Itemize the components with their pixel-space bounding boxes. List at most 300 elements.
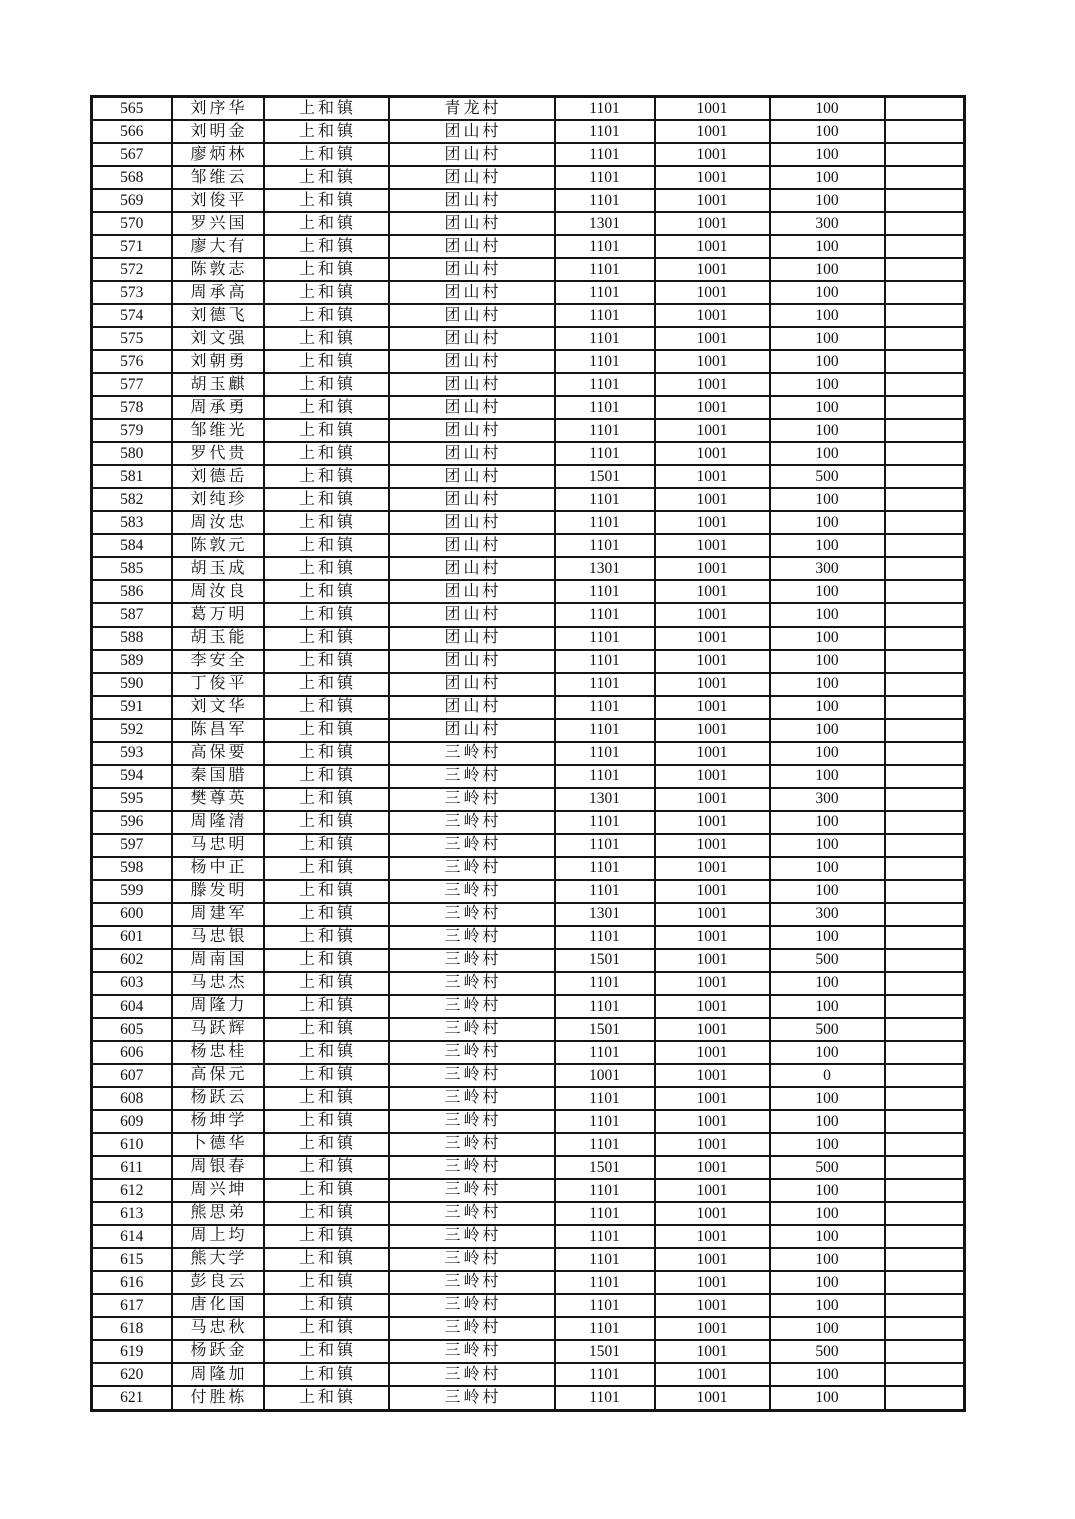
- table-row: [92, 834, 965, 857]
- cell-village: 三岭村: [389, 1041, 555, 1064]
- cell-name: 刘朝勇: [172, 350, 264, 373]
- cell-name: 刘德飞: [172, 304, 264, 327]
- cell-note: [885, 603, 965, 626]
- cell-amount: 100: [770, 603, 885, 626]
- table-row: [92, 1087, 965, 1110]
- cell-name: 周南国: [172, 949, 264, 972]
- cell-village: 团山村: [389, 281, 555, 304]
- cell-seq: 586: [92, 580, 172, 603]
- cell-code1: 1101: [555, 1133, 655, 1156]
- cell-town: 上和镇: [264, 1087, 389, 1110]
- cell-code1: 1101: [555, 834, 655, 857]
- table-row: [92, 995, 965, 1018]
- cell-town: 上和镇: [264, 304, 389, 327]
- cell-seq: 602: [92, 949, 172, 972]
- cell-note: [885, 696, 965, 719]
- cell-seq: 584: [92, 534, 172, 557]
- cell-note: [885, 235, 965, 258]
- cell-town: 上和镇: [264, 235, 389, 258]
- table-row: [92, 1110, 965, 1133]
- cell-code1: 1101: [555, 765, 655, 788]
- cell-village: 三岭村: [389, 1363, 555, 1386]
- cell-code2: 1001: [655, 880, 770, 903]
- cell-code2: 1001: [655, 465, 770, 488]
- table-row: [92, 212, 965, 235]
- table-row: [92, 166, 965, 189]
- cell-note: [885, 1018, 965, 1041]
- cell-code2: 1001: [655, 949, 770, 972]
- cell-seq: 583: [92, 511, 172, 534]
- cell-name: 陈敦志: [172, 258, 264, 281]
- cell-village: 三岭村: [389, 765, 555, 788]
- cell-village: 团山村: [389, 304, 555, 327]
- table-row: [92, 580, 965, 603]
- cell-seq: 615: [92, 1248, 172, 1271]
- cell-code1: 1301: [555, 903, 655, 926]
- cell-seq: 585: [92, 557, 172, 580]
- cell-village: 三岭村: [389, 903, 555, 926]
- cell-code2: 1001: [655, 1064, 770, 1087]
- cell-village: 三岭村: [389, 788, 555, 811]
- table-row: [92, 1225, 965, 1248]
- cell-code1: 1501: [555, 1018, 655, 1041]
- cell-amount: 100: [770, 396, 885, 419]
- cell-village: 团山村: [389, 258, 555, 281]
- cell-code1: 1101: [555, 857, 655, 880]
- cell-name: 杨中正: [172, 857, 264, 880]
- cell-seq: 605: [92, 1018, 172, 1041]
- cell-seq: 579: [92, 419, 172, 442]
- cell-amount: 100: [770, 373, 885, 396]
- table-row: [92, 650, 965, 673]
- table-row: [92, 281, 965, 304]
- cell-town: 上和镇: [264, 281, 389, 304]
- cell-amount: 100: [770, 1317, 885, 1340]
- cell-amount: 100: [770, 488, 885, 511]
- table-row: [92, 1271, 965, 1294]
- cell-town: 上和镇: [264, 926, 389, 949]
- cell-town: 上和镇: [264, 557, 389, 580]
- cell-note: [885, 1248, 965, 1271]
- cell-amount: 0: [770, 1064, 885, 1087]
- cell-seq: 593: [92, 742, 172, 765]
- cell-note: [885, 742, 965, 765]
- cell-name: 周汝忠: [172, 511, 264, 534]
- cell-village: 青龙村: [389, 97, 555, 121]
- cell-name: 周上均: [172, 1225, 264, 1248]
- cell-town: 上和镇: [264, 419, 389, 442]
- cell-village: 团山村: [389, 396, 555, 419]
- table-row: [92, 465, 965, 488]
- cell-name: 刘序华: [172, 97, 264, 121]
- cell-code1: 1101: [555, 166, 655, 189]
- cell-seq: 599: [92, 880, 172, 903]
- cell-note: [885, 627, 965, 650]
- cell-code2: 1001: [655, 834, 770, 857]
- table-row: [92, 903, 965, 926]
- cell-code2: 1001: [655, 972, 770, 995]
- cell-code1: 1101: [555, 281, 655, 304]
- cell-code2: 1001: [655, 650, 770, 673]
- cell-note: [885, 419, 965, 442]
- cell-amount: 100: [770, 304, 885, 327]
- cell-seq: 581: [92, 465, 172, 488]
- cell-code2: 1001: [655, 627, 770, 650]
- cell-seq: 595: [92, 788, 172, 811]
- cell-note: [885, 442, 965, 465]
- cell-note: [885, 143, 965, 166]
- cell-code2: 1001: [655, 534, 770, 557]
- cell-amount: 100: [770, 419, 885, 442]
- cell-code2: 1001: [655, 1133, 770, 1156]
- table-row: [92, 396, 965, 419]
- cell-seq: 618: [92, 1317, 172, 1340]
- cell-seq: 611: [92, 1156, 172, 1179]
- cell-amount: 100: [770, 1110, 885, 1133]
- cell-village: 团山村: [389, 235, 555, 258]
- cell-name: 周隆清: [172, 811, 264, 834]
- table-row: [92, 189, 965, 212]
- cell-amount: 300: [770, 788, 885, 811]
- cell-seq: 570: [92, 212, 172, 235]
- cell-code2: 1001: [655, 304, 770, 327]
- cell-code2: 1001: [655, 166, 770, 189]
- cell-village: 三岭村: [389, 1248, 555, 1271]
- table-row: [92, 442, 965, 465]
- cell-code1: 1101: [555, 719, 655, 742]
- table-row: [92, 419, 965, 442]
- cell-code2: 1001: [655, 1248, 770, 1271]
- cell-town: 上和镇: [264, 1225, 389, 1248]
- cell-seq: 612: [92, 1179, 172, 1202]
- cell-name: 葛万明: [172, 603, 264, 626]
- cell-village: 团山村: [389, 373, 555, 396]
- cell-village: 三岭村: [389, 995, 555, 1018]
- cell-amount: 100: [770, 719, 885, 742]
- cell-code1: 1101: [555, 650, 655, 673]
- cell-amount: 100: [770, 1179, 885, 1202]
- table-row: [92, 1386, 965, 1410]
- cell-code1: 1101: [555, 1225, 655, 1248]
- cell-code1: 1501: [555, 1156, 655, 1179]
- table-row: [92, 97, 965, 121]
- cell-town: 上和镇: [264, 1202, 389, 1225]
- cell-code1: 1101: [555, 189, 655, 212]
- cell-town: 上和镇: [264, 189, 389, 212]
- table-row: [92, 696, 965, 719]
- cell-amount: 100: [770, 857, 885, 880]
- cell-code1: 1101: [555, 1041, 655, 1064]
- cell-seq: 588: [92, 627, 172, 650]
- cell-code1: 1101: [555, 627, 655, 650]
- cell-note: [885, 1340, 965, 1363]
- table-row: [92, 627, 965, 650]
- cell-seq: 609: [92, 1110, 172, 1133]
- cell-note: [885, 1156, 965, 1179]
- table-row: [92, 1363, 965, 1386]
- cell-code1: 1501: [555, 465, 655, 488]
- cell-amount: 100: [770, 511, 885, 534]
- cell-code2: 1001: [655, 1271, 770, 1294]
- cell-village: 三岭村: [389, 972, 555, 995]
- cell-code1: 1501: [555, 949, 655, 972]
- cell-seq: 580: [92, 442, 172, 465]
- cell-code2: 1001: [655, 511, 770, 534]
- cell-village: 团山村: [389, 673, 555, 696]
- cell-town: 上和镇: [264, 350, 389, 373]
- cell-amount: 100: [770, 1225, 885, 1248]
- cell-code2: 1001: [655, 235, 770, 258]
- cell-code2: 1001: [655, 327, 770, 350]
- cell-code2: 1001: [655, 396, 770, 419]
- cell-amount: 100: [770, 442, 885, 465]
- cell-code1: 1101: [555, 811, 655, 834]
- cell-name: 陈昌军: [172, 719, 264, 742]
- table-row: [92, 1294, 965, 1317]
- cell-name: 马忠杰: [172, 972, 264, 995]
- cell-town: 上和镇: [264, 995, 389, 1018]
- cell-name: 唐化国: [172, 1294, 264, 1317]
- cell-village: 团山村: [389, 650, 555, 673]
- cell-seq: 601: [92, 926, 172, 949]
- cell-code1: 1101: [555, 1110, 655, 1133]
- cell-village: 三岭村: [389, 811, 555, 834]
- cell-code1: 1301: [555, 788, 655, 811]
- cell-village: 团山村: [389, 212, 555, 235]
- cell-amount: 100: [770, 627, 885, 650]
- cell-amount: 300: [770, 903, 885, 926]
- cell-village: 团山村: [389, 534, 555, 557]
- cell-code2: 1001: [655, 1294, 770, 1317]
- cell-note: [885, 304, 965, 327]
- cell-amount: 100: [770, 995, 885, 1018]
- table-row: [92, 811, 965, 834]
- cell-village: 三岭村: [389, 1340, 555, 1363]
- cell-note: [885, 834, 965, 857]
- cell-seq: 567: [92, 143, 172, 166]
- cell-amount: 100: [770, 1363, 885, 1386]
- cell-amount: 100: [770, 327, 885, 350]
- cell-code2: 1001: [655, 1340, 770, 1363]
- cell-amount: 100: [770, 696, 885, 719]
- cell-town: 上和镇: [264, 442, 389, 465]
- cell-amount: 300: [770, 557, 885, 580]
- cell-village: 三岭村: [389, 949, 555, 972]
- cell-code1: 1101: [555, 235, 655, 258]
- table-row: [92, 557, 965, 580]
- cell-town: 上和镇: [264, 1317, 389, 1340]
- cell-town: 上和镇: [264, 258, 389, 281]
- cell-name: 马忠明: [172, 834, 264, 857]
- cell-name: 熊思弟: [172, 1202, 264, 1225]
- table-row: [92, 673, 965, 696]
- roster-table: [90, 95, 966, 1412]
- cell-town: 上和镇: [264, 627, 389, 650]
- cell-code2: 1001: [655, 1179, 770, 1202]
- cell-name: 杨坤学: [172, 1110, 264, 1133]
- cell-code1: 1101: [555, 396, 655, 419]
- cell-note: [885, 327, 965, 350]
- cell-code2: 1001: [655, 557, 770, 580]
- cell-code2: 1001: [655, 281, 770, 304]
- cell-seq: 569: [92, 189, 172, 212]
- cell-village: 团山村: [389, 465, 555, 488]
- cell-code2: 1001: [655, 1317, 770, 1340]
- cell-seq: 594: [92, 765, 172, 788]
- table-row: [92, 765, 965, 788]
- cell-code1: 1101: [555, 534, 655, 557]
- cell-amount: 100: [770, 97, 885, 121]
- cell-amount: 100: [770, 580, 885, 603]
- cell-village: 三岭村: [389, 1156, 555, 1179]
- cell-code1: 1101: [555, 1248, 655, 1271]
- cell-town: 上和镇: [264, 1179, 389, 1202]
- cell-seq: 597: [92, 834, 172, 857]
- cell-note: [885, 1294, 965, 1317]
- cell-note: [885, 719, 965, 742]
- cell-amount: 500: [770, 949, 885, 972]
- table-row: [92, 972, 965, 995]
- cell-name: 邹维云: [172, 166, 264, 189]
- cell-code2: 1001: [655, 1018, 770, 1041]
- cell-name: 马忠秋: [172, 1317, 264, 1340]
- cell-note: [885, 1225, 965, 1248]
- cell-code1: 1101: [555, 511, 655, 534]
- cell-code2: 1001: [655, 719, 770, 742]
- cell-town: 上和镇: [264, 166, 389, 189]
- cell-code1: 1101: [555, 926, 655, 949]
- cell-amount: 500: [770, 1156, 885, 1179]
- cell-code1: 1101: [555, 580, 655, 603]
- cell-code1: 1101: [555, 1363, 655, 1386]
- cell-seq: 576: [92, 350, 172, 373]
- cell-note: [885, 281, 965, 304]
- cell-village: 三岭村: [389, 834, 555, 857]
- cell-code2: 1001: [655, 419, 770, 442]
- cell-note: [885, 765, 965, 788]
- cell-amount: 100: [770, 143, 885, 166]
- cell-seq: 578: [92, 396, 172, 419]
- cell-name: 刘德岳: [172, 465, 264, 488]
- cell-name: 杨忠桂: [172, 1041, 264, 1064]
- cell-note: [885, 350, 965, 373]
- cell-name: 周兴坤: [172, 1179, 264, 1202]
- cell-code2: 1001: [655, 1225, 770, 1248]
- cell-seq: 616: [92, 1271, 172, 1294]
- cell-name: 邹维光: [172, 419, 264, 442]
- cell-note: [885, 788, 965, 811]
- cell-seq: 591: [92, 696, 172, 719]
- cell-amount: 100: [770, 811, 885, 834]
- cell-amount: 100: [770, 1133, 885, 1156]
- cell-code1: 1101: [555, 120, 655, 143]
- table-row: [92, 1248, 965, 1271]
- cell-village: 团山村: [389, 189, 555, 212]
- cell-amount: 100: [770, 1087, 885, 1110]
- cell-code1: 1101: [555, 1317, 655, 1340]
- cell-code2: 1001: [655, 1110, 770, 1133]
- cell-town: 上和镇: [264, 327, 389, 350]
- cell-name: 刘文强: [172, 327, 264, 350]
- table-row: [92, 1317, 965, 1340]
- cell-amount: 100: [770, 926, 885, 949]
- cell-code2: 1001: [655, 373, 770, 396]
- cell-village: 团山村: [389, 442, 555, 465]
- cell-village: 三岭村: [389, 1110, 555, 1133]
- cell-village: 团山村: [389, 511, 555, 534]
- cell-note: [885, 166, 965, 189]
- cell-seq: 614: [92, 1225, 172, 1248]
- cell-name: 胡玉能: [172, 627, 264, 650]
- cell-code2: 1001: [655, 350, 770, 373]
- cell-code2: 1001: [655, 995, 770, 1018]
- cell-note: [885, 97, 965, 121]
- cell-code2: 1001: [655, 788, 770, 811]
- cell-note: [885, 1064, 965, 1087]
- cell-name: 周承高: [172, 281, 264, 304]
- cell-town: 上和镇: [264, 603, 389, 626]
- cell-code2: 1001: [655, 1363, 770, 1386]
- cell-amount: 100: [770, 880, 885, 903]
- cell-town: 上和镇: [264, 1133, 389, 1156]
- table-row: [92, 258, 965, 281]
- cell-name: 高保要: [172, 742, 264, 765]
- table-row: [92, 350, 965, 373]
- cell-code1: 1301: [555, 212, 655, 235]
- table-row: [92, 788, 965, 811]
- table-row: [92, 1018, 965, 1041]
- cell-town: 上和镇: [264, 1294, 389, 1317]
- cell-town: 上和镇: [264, 880, 389, 903]
- table-row: [92, 143, 965, 166]
- cell-note: [885, 1087, 965, 1110]
- cell-seq: 610: [92, 1133, 172, 1156]
- cell-seq: 582: [92, 488, 172, 511]
- cell-code1: 1101: [555, 1087, 655, 1110]
- cell-code1: 1101: [555, 880, 655, 903]
- table-row: [92, 880, 965, 903]
- cell-code1: 1101: [555, 419, 655, 442]
- cell-code1: 1501: [555, 1340, 655, 1363]
- cell-town: 上和镇: [264, 465, 389, 488]
- cell-code1: 1101: [555, 258, 655, 281]
- cell-note: [885, 1041, 965, 1064]
- cell-note: [885, 258, 965, 281]
- cell-amount: 100: [770, 1271, 885, 1294]
- cell-code2: 1001: [655, 488, 770, 511]
- cell-town: 上和镇: [264, 580, 389, 603]
- cell-name: 胡玉麒: [172, 373, 264, 396]
- cell-name: 熊大学: [172, 1248, 264, 1271]
- cell-town: 上和镇: [264, 903, 389, 926]
- cell-village: 团山村: [389, 120, 555, 143]
- cell-village: 三岭村: [389, 1386, 555, 1410]
- cell-amount: 100: [770, 166, 885, 189]
- cell-town: 上和镇: [264, 120, 389, 143]
- cell-code1: 1101: [555, 696, 655, 719]
- cell-name: 杨跃金: [172, 1340, 264, 1363]
- cell-code2: 1001: [655, 811, 770, 834]
- cell-name: 卜德华: [172, 1133, 264, 1156]
- cell-amount: 100: [770, 350, 885, 373]
- cell-name: 刘俊平: [172, 189, 264, 212]
- cell-amount: 100: [770, 1248, 885, 1271]
- cell-name: 周汝良: [172, 580, 264, 603]
- cell-note: [885, 972, 965, 995]
- cell-code2: 1001: [655, 1386, 770, 1410]
- cell-seq: 606: [92, 1041, 172, 1064]
- table-row: [92, 1133, 965, 1156]
